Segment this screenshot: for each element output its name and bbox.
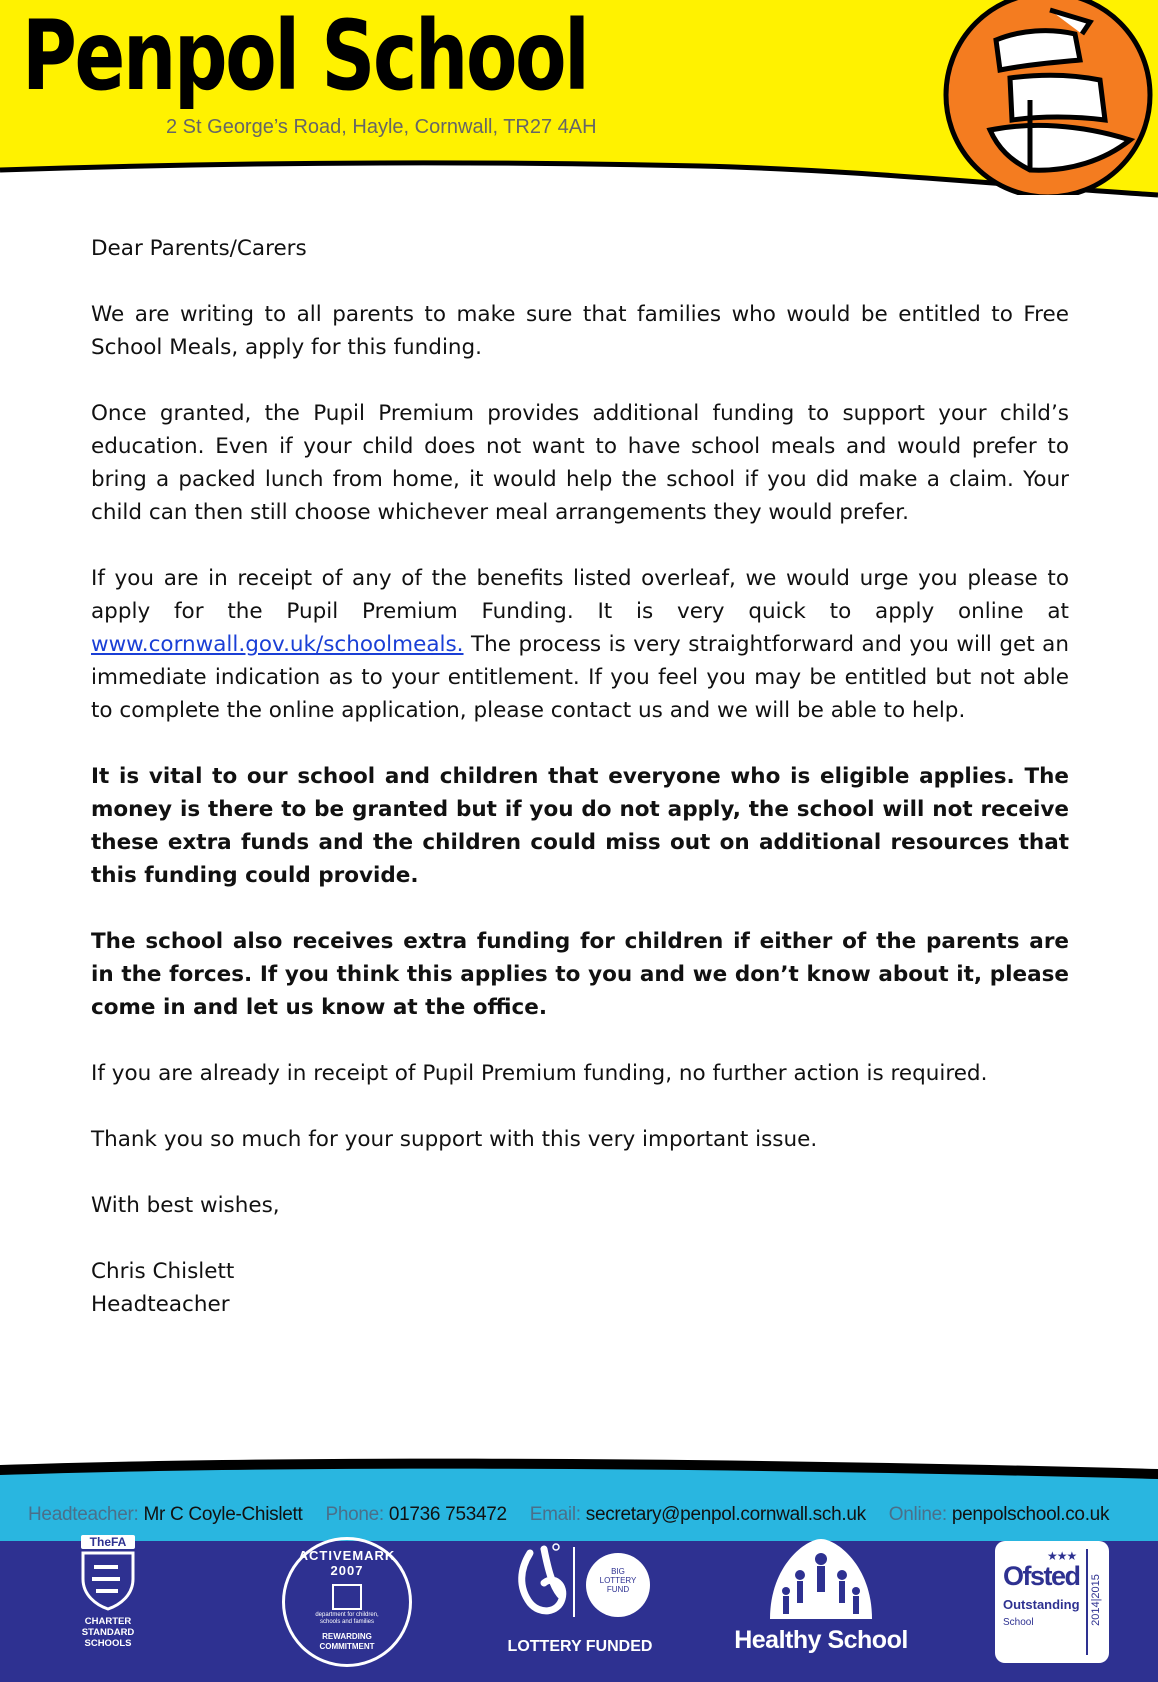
- school-name: Penpol School: [22, 0, 588, 112]
- letterhead: [0, 0, 1158, 205]
- paragraph-forces-funding: The school also receives extra funding for children if either of the parents are in the forces. If you think this applies to you and we don’t know about it, please come in and let us know at the office.: [91, 929, 1069, 1020]
- apply-online-text: If you are in receipt of any of the benefits listed overleaf, we would urge you please to apply for the Pupil Premium Funding. It is very quick to apply online at: [91, 566, 1069, 624]
- dcsf-logo-icon: [332, 1584, 362, 1610]
- fa-caption-1: CHARTER: [84, 1616, 132, 1627]
- healthy-school-caption: Healthy School: [734, 1626, 908, 1654]
- accreditation-badges: [0, 1535, 1158, 1682]
- ofsted-grade: Outstanding: [1003, 1597, 1080, 1612]
- lottery-caption: LOTTERY FUNDED: [507, 1638, 653, 1655]
- signature-block: [91, 1255, 1069, 1321]
- ship-sail-logo-icon: [900, 0, 1158, 195]
- ofsted-stars-icon: ★★★: [1047, 1549, 1077, 1563]
- ofsted-years: 2014|2015: [1090, 1574, 1102, 1626]
- fa-caption-2: STANDARD: [81, 1627, 135, 1638]
- contact-email-value[interactable]: secretary@penpol.cornwall.sch.uk: [585, 1504, 866, 1525]
- closing: With best wishes,: [91, 1193, 280, 1218]
- healthy-school-badge: [726, 1535, 916, 1655]
- apply-online-text-continued: The process is very straightforward and you will get an immediate indication as to your entitlement. If you feel you may be entitled but not able to complete the online application, please contact us and we will be able to help.: [91, 632, 1069, 723]
- ofsted-outstanding-badge: [995, 1541, 1109, 1663]
- signer-title: Headteacher: [91, 1292, 230, 1317]
- footer: [0, 1455, 1158, 1682]
- ofsted-years-bar: [1086, 1549, 1106, 1655]
- fa-charter-badge: [66, 1535, 150, 1649]
- signer-name: Chris Chislett: [91, 1259, 235, 1284]
- contact-email-label: Email:: [529, 1504, 581, 1525]
- ofsted-school: School: [1003, 1617, 1034, 1628]
- lottery-funded-badge: [500, 1539, 660, 1669]
- contact-headteacher-value: Mr C Coyle-Chislett: [143, 1504, 303, 1525]
- activemark-small-text: department for children, schools and families: [315, 1612, 379, 1625]
- paragraph-no-action: If you are already in receipt of Pupil Premium funding, no further action is required.: [91, 1061, 988, 1086]
- activemark-ring-text: ACTIVEMARK 2007: [298, 1548, 396, 1578]
- healthy-school-children-icon: [766, 1535, 876, 1625]
- contact-online-value[interactable]: penpolschool.co.uk: [951, 1504, 1110, 1525]
- contact-phone-label: Phone:: [325, 1504, 384, 1525]
- schoolmeals-link[interactable]: www.cornwall.gov.uk/schoolmeals.: [91, 632, 464, 657]
- letter-body: [91, 232, 1069, 1321]
- fa-caption-3: SCHOOLS: [84, 1638, 132, 1649]
- school-address: 2 St George’s Road, Hayle, Cornwall, TR27 4AH: [166, 116, 597, 138]
- salutation: Dear Parents/Carers: [91, 236, 307, 261]
- fa-label: TheFA: [81, 1535, 135, 1549]
- paragraph-apply-online: [91, 562, 1069, 727]
- contact-phone-value[interactable]: 01736 753472: [388, 1504, 507, 1525]
- three-lions-shield-icon: [78, 1549, 138, 1611]
- activemark-caption-1: REWARDING: [322, 1632, 372, 1641]
- contact-online-label: Online:: [888, 1504, 947, 1525]
- big-lottery-fund-text: BIG LOTTERY FUND: [599, 1567, 637, 1594]
- paragraph-vital-notice: It is vital to our school and children that everyone who is eligible applies. The money is there to be granted but if you do not apply, the school will not receive these extra funds and the children could miss out on additional resources that this funding could provide.: [91, 764, 1069, 888]
- paragraph-thanks: Thank you so much for your support with this very important issue.: [91, 1127, 818, 1152]
- paragraph-free-school-meals: We are writing to all parents to make sure that families who would be entitled to Free School Meals, apply for this funding.: [91, 302, 1069, 360]
- paragraph-pupil-premium: Once granted, the Pupil Premium provides additional funding to support your child’s education. Even if your child does not want to have school meals and would prefer to bring a packed lunch from home, it would help the school if you did make a claim. Your child can then still choose whichever meal arrangements they would prefer.: [91, 401, 1069, 525]
- activemark-badge: [282, 1537, 412, 1667]
- contact-line: [28, 1504, 1138, 1526]
- ofsted-name: Ofsted: [1003, 1561, 1080, 1591]
- contact-headteacher-label: Headteacher:: [28, 1504, 139, 1525]
- activemark-caption-2: COMMITMENT: [319, 1642, 375, 1651]
